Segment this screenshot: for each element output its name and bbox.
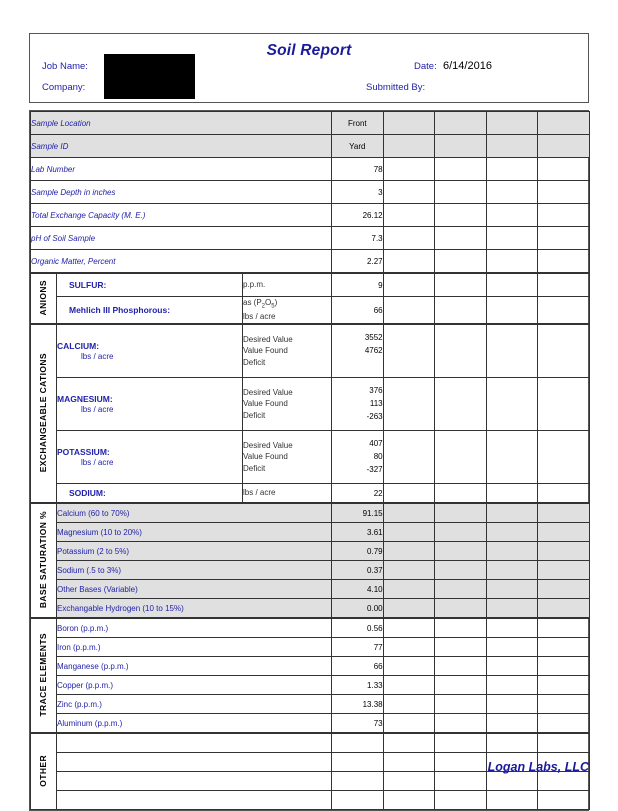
base-saturation-label-0: Calcium (60 to 70%) (57, 503, 332, 523)
table-row (31, 273, 590, 297)
redaction-block (104, 54, 195, 99)
base-saturation-value-0-col-1[interactable]: 91.15 (332, 503, 384, 523)
cation-values-2-col-5[interactable] (538, 431, 590, 484)
trace-element-value-4-col-3[interactable] (435, 695, 487, 714)
table-row (31, 250, 590, 274)
table-row (31, 503, 590, 523)
base-saturation-value-5-col-1[interactable]: 0.00 (332, 599, 384, 619)
trace-element-value-2-col-2[interactable] (383, 657, 435, 676)
sample-info-value-col-1[interactable]: 7.3 (332, 227, 384, 250)
trace-element-value-4-col-2[interactable] (383, 695, 435, 714)
trace-element-value-3-col-1[interactable]: 1.33 (332, 676, 384, 695)
base-saturation-value-1-col-4[interactable] (486, 523, 538, 542)
sample-info-value-col-4[interactable] (486, 135, 538, 158)
anion-phosphorous-unit: as $(P_2O_5)$ lbs / acre (243, 297, 332, 325)
trace-element-value-0-col-3[interactable] (435, 618, 487, 638)
trace-elements-vertical-text: TRACE ELEMENTS (38, 632, 49, 717)
sample-info-value-col-1[interactable]: 2.27 (332, 250, 384, 274)
base-saturation-value-1-col-3[interactable] (435, 523, 487, 542)
base-saturation-label-5: Exchangable Hydrogen (10 to 15%) (57, 599, 332, 619)
trace-element-value-2-col-3[interactable] (435, 657, 487, 676)
cation-values-2-col-2[interactable] (383, 431, 435, 484)
other-value-2-col-3[interactable] (435, 772, 487, 791)
base-saturation-value-1-col-1[interactable]: 3.61 (332, 523, 384, 542)
trace-element-value-1-col-3[interactable] (435, 638, 487, 657)
base-saturation-value-5-col-2[interactable] (383, 599, 435, 619)
sample-info-value-col-5[interactable] (538, 250, 590, 274)
sample-info-value-col-2[interactable] (383, 181, 435, 204)
trace-element-value-0-col-2[interactable] (383, 618, 435, 638)
sample-info-value-col-2[interactable] (383, 112, 435, 135)
other-label-0[interactable] (57, 733, 332, 753)
base-saturation-value-4-col-1[interactable]: 4.10 (332, 580, 384, 599)
sample-info-value-col-4[interactable] (486, 204, 538, 227)
sample-info-value-col-3[interactable] (435, 250, 487, 274)
anion-phosphorous-value-col-3[interactable] (435, 297, 487, 325)
sample-info-value-col-5[interactable] (538, 135, 590, 158)
base-saturation-value-4-col-3[interactable] (435, 580, 487, 599)
cation-label-2: POTASSIUM: lbs / acre (57, 431, 243, 484)
other-value-0-col-1[interactable] (332, 733, 384, 753)
trace-element-value-1-col-5[interactable] (538, 638, 590, 657)
trace-element-value-5-col-2[interactable] (383, 714, 435, 734)
cation-values-0-col-4[interactable] (486, 324, 538, 378)
base-saturation-value-5-col-4[interactable] (486, 599, 538, 619)
sample-info-label: Sample Location (31, 112, 332, 135)
base-saturation-value-0-col-4[interactable] (486, 503, 538, 523)
anion-sulfur-value-col-5[interactable] (538, 273, 590, 297)
table-row (31, 112, 590, 135)
base-saturation-vertical-text: BASE SATURATION % (38, 510, 49, 609)
base-saturation-value-5-col-5[interactable] (538, 599, 590, 619)
trace-element-value-1-col-2[interactable] (383, 638, 435, 657)
anions-vertical-text: ANIONS (38, 279, 49, 316)
trace-element-label-2: Manganese (p.p.m.) (57, 657, 332, 676)
table-row (31, 772, 590, 791)
cation-values-1-col-2[interactable] (383, 378, 435, 431)
sample-info-value-col-2[interactable] (383, 227, 435, 250)
base-saturation-value-4-col-2[interactable] (383, 580, 435, 599)
table-row (31, 204, 590, 227)
cation-metrics-2: Desired Value Value Found Deficit (243, 431, 332, 484)
sample-info-value-col-4[interactable] (486, 112, 538, 135)
base-saturation-value-4-col-4[interactable] (486, 580, 538, 599)
table-row (31, 324, 590, 378)
sample-info-label: Total Exchange Capacity (M. E.) (31, 204, 332, 227)
sample-info-value-col-5[interactable] (538, 227, 590, 250)
other-value-3-col-1[interactable] (332, 791, 384, 810)
sample-info-label: pH of Soil Sample (31, 227, 332, 250)
trace-element-label-3: Copper (p.p.m.) (57, 676, 332, 695)
trace-element-label-5: Aluminum (p.p.m.) (57, 714, 332, 734)
soil-results-table (29, 110, 589, 811)
table-row (31, 580, 590, 599)
cation-label-1: MAGNESIUM: lbs / acre (57, 378, 243, 431)
sample-info-value-col-5[interactable] (538, 181, 590, 204)
base-saturation-value-1-col-2[interactable] (383, 523, 435, 542)
cation-values-0-col-1[interactable]: 3552 4762 (332, 324, 384, 378)
sample-info-value-col-1[interactable]: 78 (332, 158, 384, 181)
section-label-exchangeable-cations (31, 324, 57, 503)
table-row (31, 676, 590, 695)
sample-info-value-col-3[interactable] (435, 135, 487, 158)
base-saturation-value-2-col-1[interactable]: 0.79 (332, 542, 384, 561)
other-value-3-col-2[interactable] (383, 791, 435, 810)
table-row (31, 181, 590, 204)
section-label-anions (31, 273, 57, 324)
cation-metrics-1: Desired Value Value Found Deficit (243, 378, 332, 431)
trace-element-value-3-col-5[interactable] (538, 676, 590, 695)
cation-values-1-col-4[interactable] (486, 378, 538, 431)
other-value-2-col-2[interactable] (383, 772, 435, 791)
base-saturation-value-3-col-5[interactable] (538, 561, 590, 580)
sample-info-value-col-3[interactable] (435, 112, 487, 135)
sample-info-value-col-4[interactable] (486, 181, 538, 204)
sample-info-value-col-2[interactable] (383, 204, 435, 227)
trace-element-value-2-col-4[interactable] (486, 657, 538, 676)
anion-sulfur-value-col-2[interactable] (383, 273, 435, 297)
cation-metrics-0: Desired Value Value Found Deficit (243, 324, 332, 378)
base-saturation-value-3-col-1[interactable]: 0.37 (332, 561, 384, 580)
submitted-by-label: Submitted By: (366, 82, 426, 93)
cation-label-0: CALCIUM: lbs / acre (57, 324, 243, 378)
date-label: Date: (414, 61, 437, 72)
trace-element-value-3-col-2[interactable] (383, 676, 435, 695)
base-saturation-value-2-col-3[interactable] (435, 542, 487, 561)
other-value-3-col-4[interactable] (486, 791, 538, 810)
table-row (31, 158, 590, 181)
base-saturation-value-0-col-5[interactable] (538, 503, 590, 523)
anion-phosphorous-value-col-2[interactable] (383, 297, 435, 325)
base-saturation-label-3: Sodium (.5 to 3%) (57, 561, 332, 580)
base-saturation-label-2: Potassium (2 to 5%) (57, 542, 332, 561)
section-label-base-saturation (31, 503, 57, 618)
base-saturation-value-3-col-4[interactable] (486, 561, 538, 580)
base-saturation-value-2-col-4[interactable] (486, 542, 538, 561)
base-saturation-value-4-col-5[interactable] (538, 580, 590, 599)
anion-phosphorous-value-col-4[interactable] (486, 297, 538, 325)
anion-sulfur-value-col-4[interactable] (486, 273, 538, 297)
cation-values-0-col-2[interactable] (383, 324, 435, 378)
trace-element-value-3-col-3[interactable] (435, 676, 487, 695)
cation-sodium-label: SODIUM: (57, 484, 243, 504)
trace-element-value-1-col-4[interactable] (486, 638, 538, 657)
table-row (31, 542, 590, 561)
other-value-0-col-3[interactable] (435, 733, 487, 753)
table-row (31, 695, 590, 714)
table-row (31, 135, 590, 158)
sample-info-value-col-5[interactable] (538, 158, 590, 181)
cation-values-0-col-3[interactable] (435, 324, 487, 378)
other-value-0-col-2[interactable] (383, 733, 435, 753)
base-saturation-value-2-col-2[interactable] (383, 542, 435, 561)
base-saturation-label-1: Magnesium (10 to 20%) (57, 523, 332, 542)
section-label-trace-elements (31, 618, 57, 733)
cation-sodium-unit: lbs / acre (243, 484, 332, 504)
other-label-3[interactable] (57, 791, 332, 810)
anion-sulfur-label: SULFUR: (57, 273, 243, 297)
table-row (31, 714, 590, 734)
company-label: Company: (42, 82, 86, 93)
trace-element-value-5-col-3[interactable] (435, 714, 487, 734)
cation-values-2-col-3[interactable] (435, 431, 487, 484)
other-value-0-col-5[interactable] (538, 733, 590, 753)
report-header (29, 33, 589, 103)
other-value-2-col-4[interactable] (486, 772, 538, 791)
table-row (31, 378, 590, 431)
trace-element-value-0-col-1[interactable]: 0.56 (332, 618, 384, 638)
trace-element-value-1-col-1[interactable]: 77 (332, 638, 384, 657)
cation-values-2-col-4[interactable] (486, 431, 538, 484)
table-row (31, 523, 590, 542)
base-saturation-value-3-col-2[interactable] (383, 561, 435, 580)
cation-values-2-col-1[interactable]: 407 80 -327 (332, 431, 384, 484)
base-saturation-label-4: Other Bases (Variable) (57, 580, 332, 599)
sample-info-value-col-3[interactable] (435, 158, 487, 181)
sample-info-value-col-1[interactable]: 26.12 (332, 204, 384, 227)
table-row (31, 791, 590, 810)
table-row (31, 618, 590, 638)
table-row (31, 484, 590, 504)
trace-element-value-5-col-4[interactable] (486, 714, 538, 734)
sample-info-value-col-5[interactable] (538, 112, 590, 135)
table-row (31, 561, 590, 580)
base-saturation-value-5-col-3[interactable] (435, 599, 487, 619)
trace-element-value-5-col-5[interactable] (538, 714, 590, 734)
cation-sodium-value-col-1[interactable]: 22 (332, 484, 384, 504)
other-value-3-col-3[interactable] (435, 791, 487, 810)
trace-element-value-4-col-4[interactable] (486, 695, 538, 714)
table-row (31, 733, 590, 753)
sample-info-value-col-1[interactable]: Yard (332, 135, 384, 158)
table-row (31, 431, 590, 484)
trace-element-value-4-col-5[interactable] (538, 695, 590, 714)
sample-info-value-col-1[interactable]: Front (332, 112, 384, 135)
sample-info-label: Sample Depth in inches (31, 181, 332, 204)
other-value-0-col-4[interactable] (486, 733, 538, 753)
other-vertical-text: OTHER (38, 754, 49, 787)
anion-sulfur-value-col-1[interactable]: 9 (332, 273, 384, 297)
sample-info-value-col-3[interactable] (435, 227, 487, 250)
sample-info-value-col-2[interactable] (383, 158, 435, 181)
table-row (31, 297, 590, 325)
date-value: 6/14/2016 (443, 60, 492, 72)
trace-element-value-0-col-4[interactable] (486, 618, 538, 638)
trace-element-value-0-col-5[interactable] (538, 618, 590, 638)
other-value-2-col-1[interactable] (332, 772, 384, 791)
table-row (31, 227, 590, 250)
trace-element-value-5-col-1[interactable]: 73 (332, 714, 384, 734)
other-value-2-col-5[interactable] (538, 772, 590, 791)
sample-info-value-col-2[interactable] (383, 250, 435, 274)
table-row (31, 638, 590, 657)
other-label-2[interactable] (57, 772, 332, 791)
other-value-3-col-5[interactable] (538, 791, 590, 810)
trace-element-label-4: Zinc (p.p.m.) (57, 695, 332, 714)
base-saturation-value-0-col-2[interactable] (383, 503, 435, 523)
cation-values-0-col-5[interactable] (538, 324, 590, 378)
base-saturation-value-0-col-3[interactable] (435, 503, 487, 523)
base-saturation-value-1-col-5[interactable] (538, 523, 590, 542)
trace-element-value-2-col-5[interactable] (538, 657, 590, 676)
trace-element-label-1: Iron (p.p.m.) (57, 638, 332, 657)
sample-info-value-col-4[interactable] (486, 158, 538, 181)
table-row (31, 657, 590, 676)
exchangeable-cations-vertical-text: EXCHANGEABLE CATIONS (38, 352, 49, 473)
sample-info-value-col-1[interactable]: 3 (332, 181, 384, 204)
cation-sodium-value-col-5[interactable] (538, 484, 590, 504)
cation-sodium-value-col-2[interactable] (383, 484, 435, 504)
sample-info-value-col-3[interactable] (435, 181, 487, 204)
sample-info-label: Organic Matter, Percent (31, 250, 332, 274)
sample-info-label: Lab Number (31, 158, 332, 181)
sample-info-value-col-4[interactable] (486, 250, 538, 274)
cation-values-1-col-5[interactable] (538, 378, 590, 431)
base-saturation-value-2-col-5[interactable] (538, 542, 590, 561)
trace-element-value-2-col-1[interactable]: 66 (332, 657, 384, 676)
cation-values-1-col-3[interactable] (435, 378, 487, 431)
sample-info-value-col-4[interactable] (486, 227, 538, 250)
cation-values-1-col-1[interactable]: 376 113 -263 (332, 378, 384, 431)
table-row (31, 599, 590, 619)
anion-sulfur-unit: p.p.m. (243, 273, 332, 297)
job-name-label: Job Name: (42, 61, 88, 72)
anion-phosphorous-value-col-1[interactable]: 66 (332, 297, 384, 325)
page-title: Soil Report (266, 42, 352, 59)
anion-sulfur-value-col-3[interactable] (435, 273, 487, 297)
sample-info-label: Sample ID (31, 135, 332, 158)
trace-element-value-3-col-4[interactable] (486, 676, 538, 695)
anion-phosphorous-value-col-5[interactable] (538, 297, 590, 325)
lab-name-footer: Logan Labs, LLC (487, 760, 589, 774)
anion-phosphorous-label: Mehlich III Phosphorous: (57, 297, 243, 325)
sample-info-value-col-5[interactable] (538, 204, 590, 227)
cation-sodium-value-col-4[interactable] (486, 484, 538, 504)
sample-info-value-col-3[interactable] (435, 204, 487, 227)
base-saturation-value-3-col-3[interactable] (435, 561, 487, 580)
trace-element-label-0: Boron (p.p.m.) (57, 618, 332, 638)
sample-info-value-col-2[interactable] (383, 135, 435, 158)
cation-sodium-value-col-3[interactable] (435, 484, 487, 504)
trace-element-value-4-col-1[interactable]: 13.38 (332, 695, 384, 714)
